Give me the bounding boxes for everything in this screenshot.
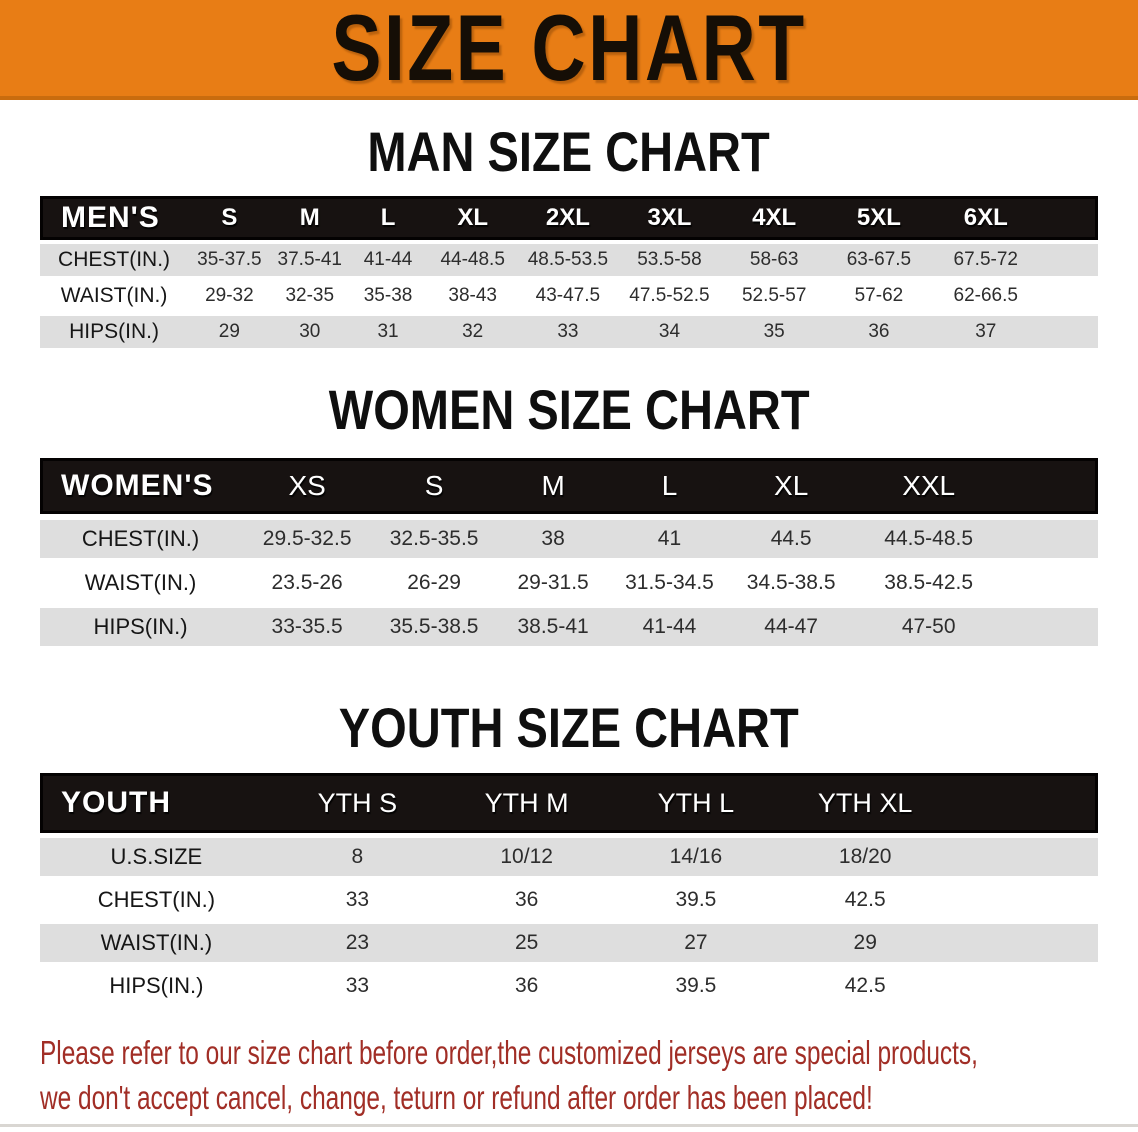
table-row xyxy=(40,608,1098,646)
size-column-header: YTH XL xyxy=(781,773,950,833)
youth-section-heading xyxy=(0,696,1138,759)
row-spacer-cell xyxy=(950,881,1098,919)
header-spacer-cell xyxy=(1041,196,1098,240)
size-value-cell: 58-63 xyxy=(721,244,827,276)
row-label: CHEST(IN.) xyxy=(40,520,241,558)
size-value-cell: 35 xyxy=(721,316,827,348)
row-spacer-cell xyxy=(1003,608,1098,646)
size-value-cell: 47.5-52.5 xyxy=(618,280,722,312)
table-header-row xyxy=(40,458,1098,514)
size-value-cell: 48.5-53.5 xyxy=(518,244,617,276)
size-value-cell: 32 xyxy=(427,316,518,348)
size-value-cell: 43-47.5 xyxy=(518,280,617,312)
size-value-cell: 41 xyxy=(611,520,727,558)
row-label: WAIST(IN.) xyxy=(40,280,188,312)
size-column-header: XL xyxy=(427,196,518,240)
size-value-cell: 33-35.5 xyxy=(241,608,373,646)
size-value-cell: 38.5-41 xyxy=(495,608,611,646)
size-column-header: 3XL xyxy=(618,196,722,240)
table-row xyxy=(40,967,1098,1005)
size-column-header: YTH M xyxy=(442,773,611,833)
table-header-row xyxy=(40,773,1098,833)
bottom-edge-divider xyxy=(0,1124,1138,1127)
row-label: CHEST(IN.) xyxy=(40,881,273,919)
row-label: HIPS(IN.) xyxy=(40,608,241,646)
women-size-table-wrap xyxy=(40,452,1098,652)
size-value-cell: 38-43 xyxy=(427,280,518,312)
table-row xyxy=(40,316,1098,348)
size-value-cell: 47-50 xyxy=(855,608,1003,646)
size-value-cell: 34.5-38.5 xyxy=(728,564,855,602)
row-label: U.S.SIZE xyxy=(40,838,273,876)
size-value-cell: 42.5 xyxy=(781,967,950,1005)
table-header-row xyxy=(40,196,1098,240)
size-value-cell: 23.5-26 xyxy=(241,564,373,602)
size-value-cell: 27 xyxy=(611,924,780,962)
size-value-cell: 37 xyxy=(931,316,1041,348)
row-spacer-cell xyxy=(1041,244,1098,276)
size-column-header: 2XL xyxy=(518,196,617,240)
size-value-cell: 33 xyxy=(518,316,617,348)
size-value-cell: 44.5 xyxy=(728,520,855,558)
men-size-table-wrap xyxy=(40,192,1098,352)
disclaimer-line-2: we don't accept cancel, change, teturn or refund after order has been placed! xyxy=(40,1079,873,1116)
row-spacer-cell xyxy=(950,838,1098,876)
table-row xyxy=(40,520,1098,558)
size-value-cell: 36 xyxy=(442,967,611,1005)
row-spacer-cell xyxy=(1003,564,1098,602)
size-value-cell: 52.5-57 xyxy=(721,280,827,312)
youth-size-table xyxy=(40,768,1098,1010)
size-value-cell: 29-31.5 xyxy=(495,564,611,602)
size-value-cell: 31.5-34.5 xyxy=(611,564,727,602)
size-value-cell: 33 xyxy=(273,967,442,1005)
size-value-cell: 41-44 xyxy=(349,244,427,276)
row-spacer-cell xyxy=(1003,520,1098,558)
size-value-cell: 26-29 xyxy=(373,564,495,602)
table-corner-label: YOUTH xyxy=(40,773,273,833)
size-value-cell: 62-66.5 xyxy=(931,280,1041,312)
size-column-header: S xyxy=(373,458,495,514)
size-column-header: 4XL xyxy=(721,196,827,240)
row-label: CHEST(IN.) xyxy=(40,244,188,276)
size-column-header: M xyxy=(271,196,349,240)
size-value-cell: 31 xyxy=(349,316,427,348)
disclaimer xyxy=(40,1030,1138,1120)
size-value-cell: 39.5 xyxy=(611,967,780,1005)
header-spacer-cell xyxy=(950,773,1098,833)
women-section-heading xyxy=(0,378,1138,441)
size-value-cell: 29.5-32.5 xyxy=(241,520,373,558)
size-chart-banner xyxy=(0,0,1138,100)
size-column-header: S xyxy=(188,196,271,240)
size-value-cell: 23 xyxy=(273,924,442,962)
size-value-cell: 18/20 xyxy=(781,838,950,876)
size-value-cell: 37.5-41 xyxy=(271,244,349,276)
size-value-cell: 32.5-35.5 xyxy=(373,520,495,558)
table-row xyxy=(40,881,1098,919)
row-spacer-cell xyxy=(950,924,1098,962)
row-spacer-cell xyxy=(1041,316,1098,348)
size-value-cell: 8 xyxy=(273,838,442,876)
table-row xyxy=(40,838,1098,876)
size-column-header: XL xyxy=(728,458,855,514)
row-spacer-cell xyxy=(1041,280,1098,312)
size-value-cell: 42.5 xyxy=(781,881,950,919)
size-column-header: YTH S xyxy=(273,773,442,833)
size-column-header: L xyxy=(611,458,727,514)
size-value-cell: 35-37.5 xyxy=(188,244,271,276)
size-value-cell: 33 xyxy=(273,881,442,919)
size-value-cell: 32-35 xyxy=(271,280,349,312)
size-value-cell: 44-48.5 xyxy=(427,244,518,276)
women-size-table xyxy=(40,452,1098,652)
size-value-cell: 41-44 xyxy=(611,608,727,646)
row-spacer-cell xyxy=(950,967,1098,1005)
table-corner-label: WOMEN'S xyxy=(40,458,241,514)
size-column-header: M xyxy=(495,458,611,514)
man-section-heading-text: MAN SIZE CHART xyxy=(367,120,771,183)
size-value-cell: 25 xyxy=(442,924,611,962)
row-label: WAIST(IN.) xyxy=(40,924,273,962)
size-column-header: 5XL xyxy=(827,196,931,240)
header-spacer-cell xyxy=(1003,458,1098,514)
row-label: HIPS(IN.) xyxy=(40,967,273,1005)
size-value-cell: 34 xyxy=(618,316,722,348)
disclaimer-line-1: Please refer to our size chart before order,the customized jerseys are special products, xyxy=(40,1034,978,1071)
men-size-table xyxy=(40,192,1098,352)
table-row xyxy=(40,564,1098,602)
row-label: WAIST(IN.) xyxy=(40,564,241,602)
size-value-cell: 38.5-42.5 xyxy=(855,564,1003,602)
size-value-cell: 30 xyxy=(271,316,349,348)
size-value-cell: 39.5 xyxy=(611,881,780,919)
row-label: HIPS(IN.) xyxy=(40,316,188,348)
size-value-cell: 36 xyxy=(827,316,931,348)
youth-section-heading-text: YOUTH SIZE CHART xyxy=(339,696,799,759)
table-row xyxy=(40,924,1098,962)
size-value-cell: 67.5-72 xyxy=(931,244,1041,276)
size-value-cell: 53.5-58 xyxy=(618,244,722,276)
size-value-cell: 35-38 xyxy=(349,280,427,312)
man-section-heading xyxy=(0,120,1138,183)
size-value-cell: 35.5-38.5 xyxy=(373,608,495,646)
size-value-cell: 10/12 xyxy=(442,838,611,876)
table-row xyxy=(40,280,1098,312)
size-value-cell: 14/16 xyxy=(611,838,780,876)
size-column-header: XS xyxy=(241,458,373,514)
table-corner-label: MEN'S xyxy=(40,196,188,240)
size-value-cell: 57-62 xyxy=(827,280,931,312)
size-value-cell: 29 xyxy=(188,316,271,348)
size-value-cell: 29-32 xyxy=(188,280,271,312)
size-value-cell: 36 xyxy=(442,881,611,919)
size-column-header: YTH L xyxy=(611,773,780,833)
size-value-cell: 44-47 xyxy=(728,608,855,646)
women-section-heading-text: WOMEN SIZE CHART xyxy=(328,378,810,441)
page-title: SIZE CHART xyxy=(331,0,807,100)
size-value-cell: 38 xyxy=(495,520,611,558)
table-row xyxy=(40,244,1098,276)
size-value-cell: 63-67.5 xyxy=(827,244,931,276)
size-column-header: 6XL xyxy=(931,196,1041,240)
youth-size-table-wrap xyxy=(40,768,1098,1010)
size-column-header: L xyxy=(349,196,427,240)
size-value-cell: 29 xyxy=(781,924,950,962)
size-column-header: XXL xyxy=(855,458,1003,514)
size-value-cell: 44.5-48.5 xyxy=(855,520,1003,558)
